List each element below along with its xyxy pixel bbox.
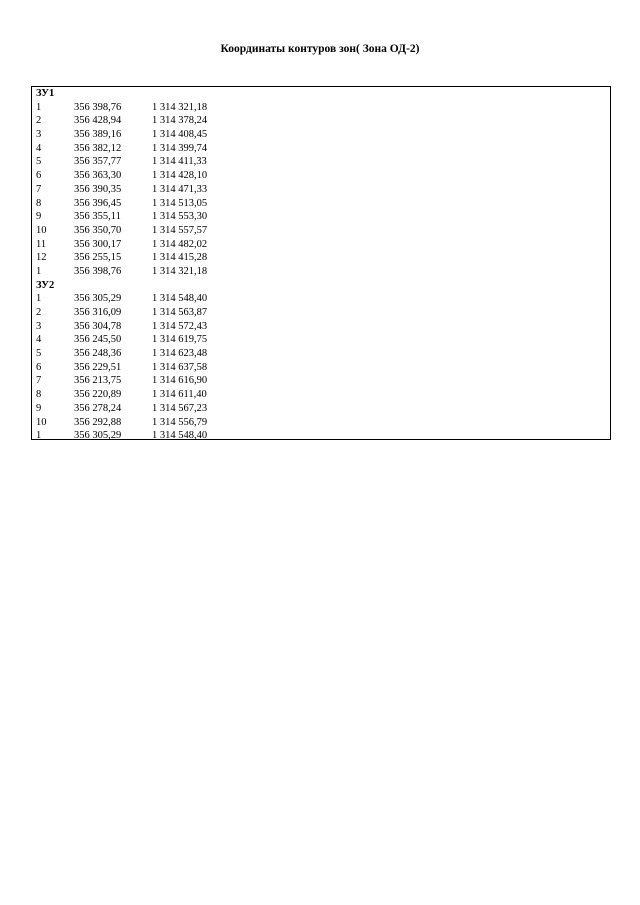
point-number: 10: [36, 416, 47, 428]
coordinate-x: 356 398,76: [74, 101, 122, 113]
point-number: 4: [36, 142, 42, 154]
coordinate-x: 356 300,17: [74, 238, 122, 250]
coordinate-y: 1 314 556,79: [152, 416, 208, 428]
point-number: 8: [36, 389, 42, 401]
coordinate-y: 1 314 623,48: [152, 348, 208, 360]
coordinate-y: 1 314 321,18: [152, 265, 208, 277]
coordinates-table: [31, 86, 611, 440]
point-number: 1: [36, 265, 42, 277]
zone-header: ЗУ2: [36, 279, 55, 291]
point-number: 6: [36, 361, 42, 373]
coordinate-x: 356 390,35: [74, 183, 122, 195]
coordinate-x: 356 305,29: [74, 430, 122, 442]
point-number: 2: [36, 115, 42, 127]
coordinate-x: 356 355,11: [74, 211, 121, 223]
coordinate-x: 356 428,94: [74, 115, 122, 127]
coordinate-y: 1 314 378,24: [152, 115, 208, 127]
coordinate-row: [32, 361, 610, 375]
coordinate-x: 356 396,45: [74, 197, 122, 209]
coordinate-x: 356 389,16: [74, 129, 122, 141]
coordinate-y: 1 314 428,10: [152, 170, 208, 182]
coordinate-y: 1 314 567,23: [152, 402, 208, 414]
coordinate-x: 356 245,50: [74, 334, 122, 346]
coordinate-y: 1 314 513,05: [152, 197, 208, 209]
point-number: 9: [36, 402, 42, 414]
coordinate-row: [32, 251, 610, 265]
coordinate-x: 356 278,24: [74, 402, 122, 414]
coordinate-y: 1 314 619,75: [152, 334, 208, 346]
coordinate-row: [32, 416, 610, 430]
point-number: 2: [36, 307, 42, 318]
point-number: 1: [36, 430, 42, 442]
coordinate-row: [32, 374, 610, 388]
coordinate-y: 1 314 637,58: [152, 361, 208, 373]
point-number: 1: [36, 101, 42, 113]
point-number: 3: [36, 129, 42, 141]
coordinate-row: [32, 402, 610, 416]
page-title: Координаты контуров зон( Зона ОД-2): [220, 43, 420, 55]
coordinate-y: 1 314 415,28: [152, 252, 208, 264]
coordinate-y: 1 314 557,57: [152, 224, 208, 236]
coordinate-y: 1 314 611,40: [152, 389, 207, 401]
coordinate-x: 356 363,30: [74, 170, 122, 182]
point-number: 3: [36, 320, 42, 332]
coordinate-row: [32, 197, 610, 211]
coordinate-x: 356 350,70: [74, 224, 122, 236]
coordinate-row: [32, 388, 610, 402]
coordinate-row: [32, 101, 610, 115]
coordinate-x: 356 398,76: [74, 265, 122, 277]
coordinate-x: 356 304,78: [74, 320, 122, 332]
point-number: 7: [36, 375, 42, 387]
coordinate-y: 1 314 471,33: [152, 183, 208, 195]
point-number: 8: [36, 197, 42, 209]
coordinate-x: 356 357,77: [74, 156, 122, 168]
coordinate-x: 356 213,75: [74, 375, 122, 387]
coordinate-row: [32, 128, 610, 142]
point-number: 12: [36, 252, 47, 264]
coordinate-row: [32, 320, 610, 334]
coordinate-row: [32, 306, 610, 320]
point-number: 1: [36, 293, 42, 305]
coordinate-y: 1 314 482,02: [152, 238, 208, 250]
coordinate-y: 1 314 411,33: [152, 156, 207, 168]
coordinate-row: [32, 347, 610, 361]
coordinate-x: 356 220,89: [74, 389, 122, 401]
coordinate-row: [32, 183, 610, 197]
coordinate-row: [32, 169, 610, 183]
coordinate-y: 1 314 563,87: [152, 307, 208, 318]
coordinate-row: [32, 142, 610, 156]
coordinate-row: [32, 429, 610, 443]
coordinate-y: 1 314 548,40: [152, 293, 208, 305]
coordinate-x: 356 382,12: [74, 142, 122, 154]
coordinate-y: 1 314 408,45: [152, 129, 208, 141]
coordinate-y: 1 314 616,90: [152, 375, 208, 387]
coordinate-x: 356 305,29: [74, 293, 122, 305]
point-number: 9: [36, 211, 42, 223]
zone-section: [32, 87, 610, 279]
point-number: 11: [36, 238, 47, 250]
coordinate-y: 1 314 572,43: [152, 320, 208, 332]
coordinate-row: [32, 333, 610, 347]
point-number: 5: [36, 156, 42, 168]
coordinate-y: 1 314 553,30: [152, 211, 208, 223]
coordinate-row: [32, 265, 610, 279]
coordinate-row: [32, 210, 610, 224]
coordinate-x: 356 255,15: [74, 252, 122, 264]
point-number: 10: [36, 224, 47, 236]
coordinate-x: 356 292,88: [74, 416, 122, 428]
coordinate-x: 356 229,51: [74, 361, 122, 373]
coordinate-x: 356 316,09: [74, 307, 122, 318]
coordinate-row: [32, 224, 610, 238]
point-number: 6: [36, 170, 42, 182]
point-number: 7: [36, 183, 42, 195]
point-number: 5: [36, 348, 42, 360]
point-number: 4: [36, 334, 42, 346]
coordinate-y: 1 314 548,40: [152, 430, 208, 442]
coordinate-row: [32, 155, 610, 169]
coordinate-row: [32, 238, 610, 252]
coordinate-y: 1 314 321,18: [152, 101, 208, 113]
coordinate-y: 1 314 399,74: [152, 142, 208, 154]
coordinate-x: 356 248,36: [74, 348, 122, 360]
coordinate-row: [32, 292, 610, 306]
coordinate-row: [32, 114, 610, 128]
zone-header: ЗУ1: [36, 88, 55, 99]
zone-section: [32, 279, 610, 443]
